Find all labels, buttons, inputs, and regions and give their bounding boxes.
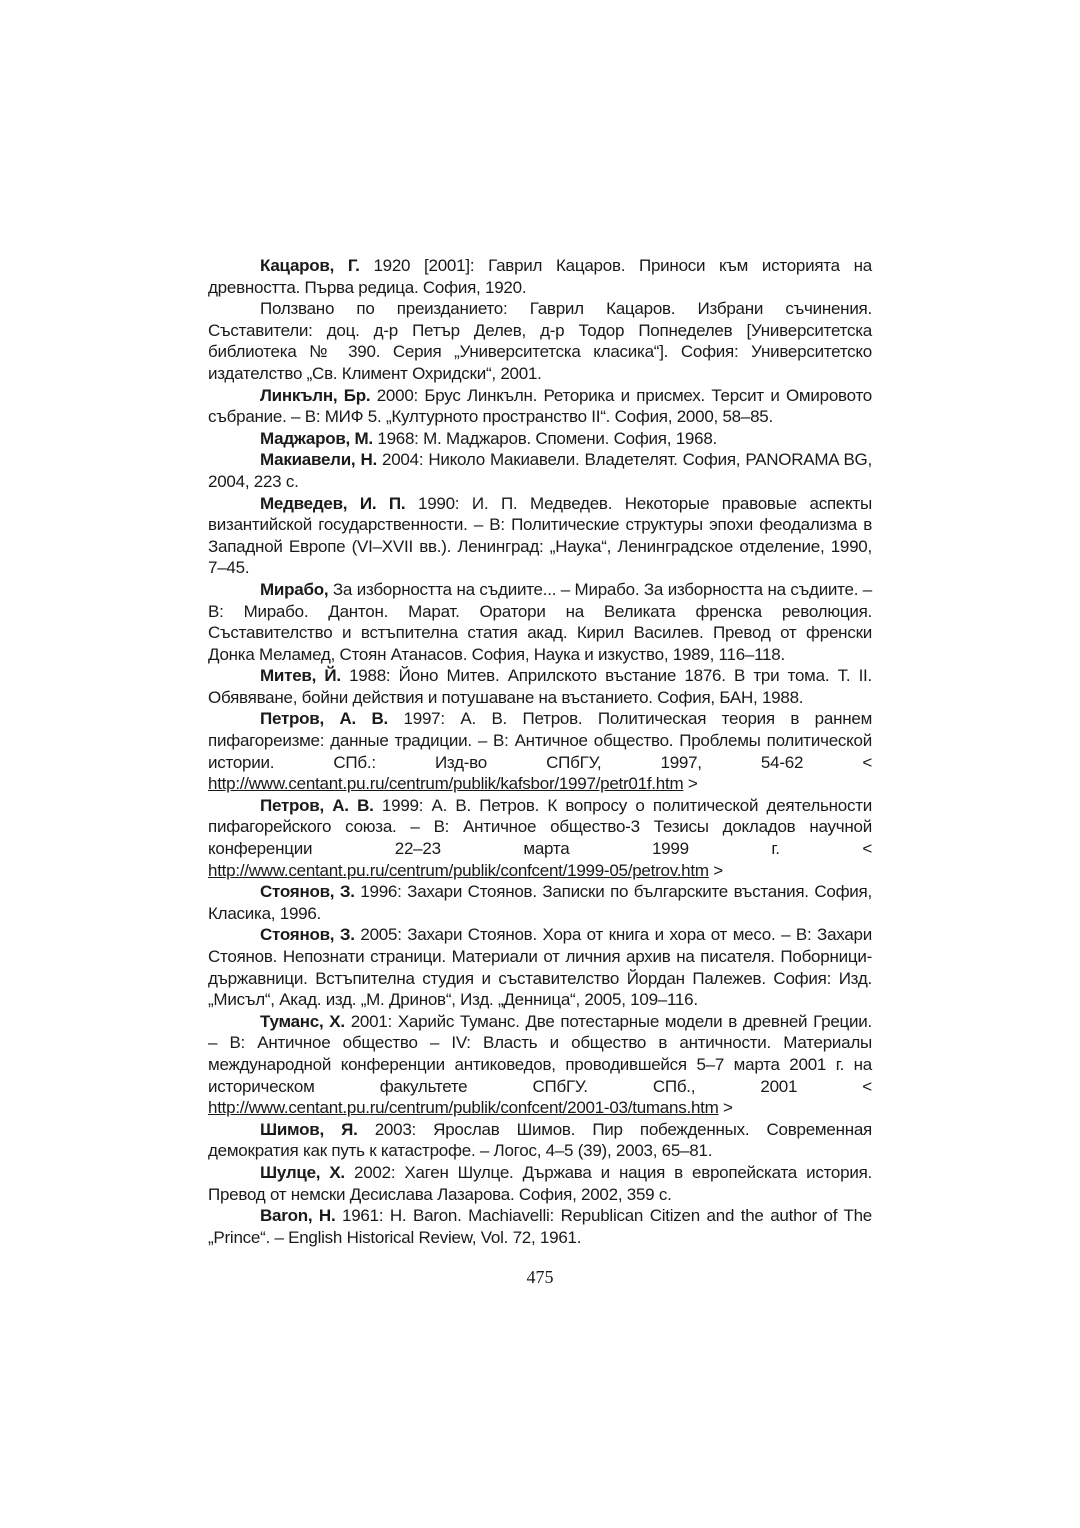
entry-author: Кацаров, Г.: [260, 256, 360, 275]
entry-text: Ползвано по преизданието: Гаврил Кацаров. Избрани съчинения. Съставители: доц. д-р Петър Делев, д-р Тодор Попнеделев [Университетска библиотека № 390. Серия „Университетска класика“]. София: Университетско издателство „Св. Климент Охридски“, 2001.: [208, 299, 872, 383]
entry-text: 2002: Хаген Шулце. Държава и нация в европейската история. Превод от немски Десислава Лазарова. София, 2002, 359 с.: [208, 1162, 873, 1204]
entry-text: 1996: Захари Стоянов. Записки по българските въстания. София, Класика, 1996.: [208, 882, 872, 923]
entry-text: 1968: М. Маджаров. Спомени. София, 1968.: [372, 428, 717, 448]
bibliography-entry: [208, 708, 872, 794]
entry-text: 1999: А. В. Петров. К вопросу о политической деятельности пифагорейского союза. – В: Античное общество-3 Тезисы докладов научной конференции 22–23 марта 1999 г. <: [208, 795, 872, 859]
bibliography-entry: [208, 1205, 872, 1248]
entry-text: 1990: И. П. Медведев. Некоторые правовые аспекты византийской государственности. – В: Политические структуры эпохи феодализма в Западной Европе (VI–XVII вв.). Ленинград: „Наука“, Ленинградское отделение, 1990, 7–45.: [208, 493, 872, 578]
entry-author: Митев, Й.: [260, 666, 341, 686]
entry-text: 2003: Ярослав Шимов. Пир побежденных. Современная демократия как путь к катастрофе. – Логос, 4–5 (39), 2003, 65–81.: [208, 1119, 872, 1161]
entry-link[interactable]: http://www.centant.pu.ru/centrum/publik/confcent/2001-03/tumans.htm: [208, 1098, 719, 1118]
entry-text: За изборността на съдиите... – Мирабо. За изборността на съдиите. – В: Мирабо. Дантон. Марат. Оратори на Великата френска революция. Съставителство и встъпителна статия акад. Кирил Василев. Превод от френски Донка Меламед, Стоян Атанасов. София, Наука и изкуство, 1989, 116–118.: [208, 579, 872, 664]
bibliography-entry: [208, 255, 872, 298]
bibliography-entry: [208, 881, 872, 924]
entry-author: Стоянов, З.: [260, 925, 355, 945]
entry-text: 1920 [2001]: Гаврил Кацаров. Приноси към историята на древността. Първа редица. София, 1920.: [208, 256, 873, 297]
entry-author: Петров, А. В.: [260, 795, 374, 815]
bibliography-entry: [208, 493, 872, 579]
bibliography-entry: [208, 665, 872, 708]
bibliography-entry: [208, 795, 872, 881]
entry-text: 2000: Брус Линкълн. Реторика и присмех. Терсит и Омировото събрание. – В: МИФ 5. „Културното пространство II“. София, 2000, 58–85.: [208, 385, 872, 427]
entry-author: Линкълн, Бр.: [260, 385, 371, 405]
bibliography-entry: [208, 924, 872, 1010]
entry-text: 1961: H. Baron. Machiavelli: Republican Citizen and the author of The „Prince“. – English Historical Review, Vol. 72, 1961.: [208, 1206, 873, 1247]
entry-text: 1997: А. В. Петров. Политическая теория в раннем пифагореизме: данные традиции. – В: Античное общество. Проблемы политической истории. СПб.: Изд-во СПбГУ, 1997, 54-62 <: [208, 709, 873, 772]
entry-author: Стоянов, З.: [260, 882, 355, 902]
entry-author: Baron, H.: [260, 1206, 336, 1226]
entry-author: Шулце, Х.: [260, 1162, 345, 1182]
bibliography-entry: [208, 1011, 872, 1119]
bibliography-list: [208, 255, 872, 1248]
bibliography-entry: [208, 298, 872, 384]
entry-link[interactable]: http://www.centant.pu.ru/centrum/publik/confcent/1999-05/petrov.htm: [208, 860, 709, 880]
entry-link[interactable]: http://www.centant.pu.ru/centrum/publik/kafsbor/1997/petr01f.htm: [208, 774, 684, 794]
entry-author: Мирабо,: [260, 579, 329, 599]
entry-text: 1988: Йоно Митев. Априлското въстание 1876. В три тома. Т. II. Обявяване, бойни действия и потушаване на въстанието. София, БАН, 1988.: [208, 666, 872, 707]
entry-author: Шимов, Я.: [260, 1119, 358, 1139]
bibliography-entry: [208, 428, 872, 450]
bibliography-entry: [208, 1119, 872, 1162]
entry-tail: >: [683, 774, 698, 794]
entry-text: 2005: Захари Стоянов. Хора от книга и хора от месо. – В: Захари Стоянов. Непознати страници. Материали от личния архив на писателя. Поборници-държавници. Встъпителна студия и съставителство Йордан Палежев. София: Изд. „Мисъл“, Акад. изд. „М. Дринов“, Изд. „Денница“, 2005, 109–116.: [208, 925, 872, 1010]
entry-author: Петров, А. В.: [260, 709, 389, 729]
bibliography-entry: [208, 449, 872, 492]
entry-author: Макиавели, Н.: [260, 450, 377, 470]
entry-text: 2001: Харийс Туманс. Две потестарные модели в древней Греции. – В: Античное общество – IV: Власть и общество в античности. Материалы международной конференции антиковедов, проводившейся 5–7 марта 2001 г. на историческом факультете СПбГУ. СПб., 2001 <: [208, 1011, 872, 1096]
entry-author: Туманс, Х.: [260, 1011, 345, 1031]
entry-text: 2004: Николо Макиавели. Владетелят. София, PANORAMA BG, 2004, 223 с.: [208, 450, 872, 491]
bibliography-entry: [208, 1162, 872, 1205]
entry-tail: >: [708, 860, 723, 880]
entry-author: Медведев, И. П.: [260, 493, 406, 513]
bibliography-entry: [208, 385, 872, 428]
entry-author: Маджаров, М.: [260, 428, 373, 448]
page-number: 475: [526, 1267, 554, 1287]
bibliography-entry: [208, 579, 872, 665]
entry-tail: >: [718, 1098, 733, 1118]
